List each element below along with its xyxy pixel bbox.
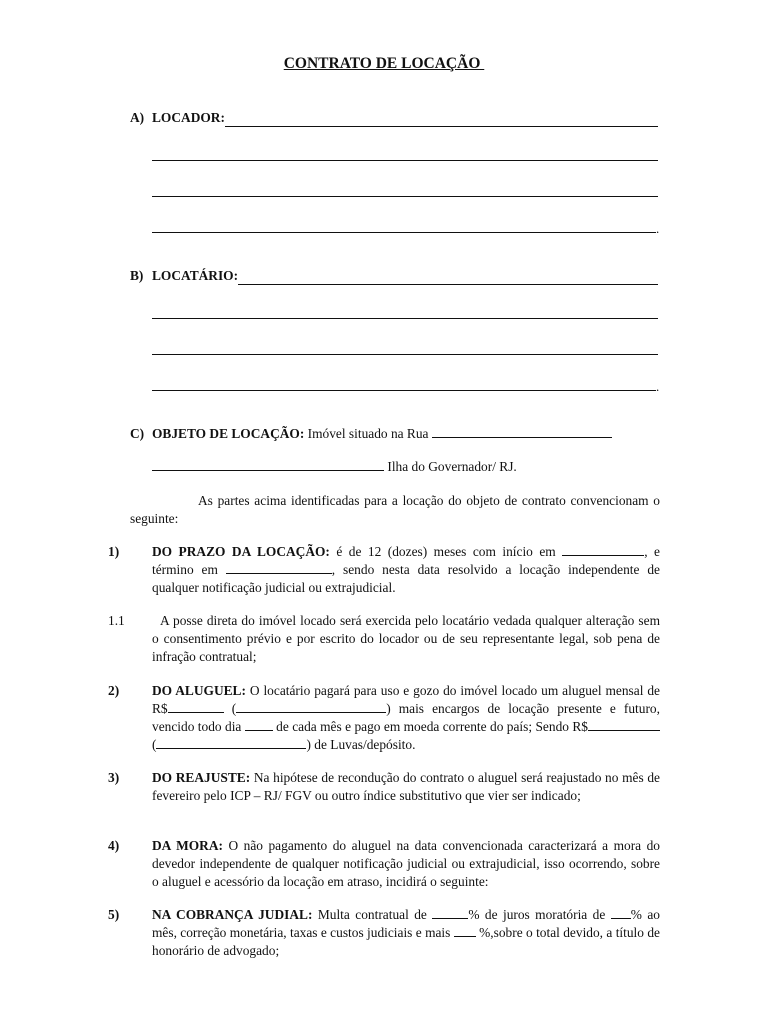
clause-4 — [108, 837, 661, 891]
clause-2-text-d: de cada mês e pago em moeda corrente do país; Sendo R$ — [276, 719, 588, 734]
clause-4-number: 4) — [108, 838, 120, 853]
clause-1-number: 1) — [108, 544, 120, 559]
clause-2-text-b: ( — [231, 701, 237, 716]
clause-5-text-c: % ao mês, correção monetária, taxas e custos judiciais e mais — [152, 907, 660, 940]
clause-5-number: 5) — [108, 907, 120, 922]
rent-value-written-field[interactable] — [236, 700, 386, 713]
clause-1-1-text: A posse direta do imóvel locado será exercida pelo locatário vedada qualquer alteração sem o consentimento prévio e por escrito do locador ou de seu representante legal, sob pena de infração contratual; — [152, 613, 660, 664]
clause-1 — [108, 543, 660, 597]
deposit-value-field[interactable] — [588, 718, 660, 731]
section-c-heading: OBJETO DE LOCAÇÃO: — [152, 426, 305, 441]
section-b-header — [130, 267, 658, 285]
clause-5-text-a: Multa contratual de — [317, 907, 427, 922]
clause-2-text-a: O locatário pagará para uso e gozo do imóvel locado um aluguel mensal de R$ — [152, 683, 660, 716]
clause-5-text-d: %,sobre o total devido, a título de honorário de advogado; — [152, 925, 660, 958]
document-title: CONTRATO DE LOCAÇÃO — [283, 55, 485, 72]
clause-2 — [108, 682, 660, 754]
locador-name-field[interactable] — [225, 112, 658, 127]
clause-1-1 — [108, 612, 660, 666]
section-c — [130, 425, 670, 443]
locador-line-3[interactable] — [152, 196, 658, 197]
deposit-value-written-field[interactable] — [156, 736, 306, 749]
section-a-heading: LOCADOR: — [152, 110, 225, 125]
section-c-text: Imóvel situado na Rua — [307, 426, 429, 441]
clause-1-1-number: 1.1 — [108, 613, 125, 628]
penalty-percent-field[interactable] — [432, 906, 468, 919]
clause-1-text-d: , sendo nesta data resolvido a locação independente de qualquer notificação judicial ou extrajudicial. — [152, 562, 660, 595]
due-day-field[interactable] — [245, 718, 273, 731]
locador-line-2[interactable] — [152, 160, 658, 161]
locatario-line-4[interactable] — [152, 390, 656, 391]
clause-2-text-c: ) mais encargos de locação presente e futuro, vencido todo dia — [152, 701, 660, 734]
clause-3-number: 3) — [108, 770, 120, 785]
clause-2-heading: DO ALUGUEL: — [152, 683, 246, 698]
end-date-field[interactable] — [226, 561, 332, 574]
clause-2-number: 2) — [108, 683, 120, 698]
street-field-continued[interactable] — [152, 458, 384, 471]
locatario-end-mark: . — [656, 379, 660, 394]
section-c-location: Ilha do Governador/ RJ. — [387, 459, 517, 474]
clause-3 — [108, 769, 660, 805]
intro-paragraph: As partes acima identificadas para a locação do objeto de contrato convencionam o seguinte: — [130, 493, 660, 526]
clause-2-text-f: ) de Luvas/depósito. — [306, 737, 416, 752]
clause-2-text-e: ( — [152, 737, 157, 752]
clause-3-heading: DO REAJUSTE: — [152, 770, 251, 785]
start-date-field[interactable] — [562, 543, 644, 556]
clause-5 — [108, 906, 660, 960]
section-b-letter: B) — [130, 268, 144, 283]
clause-3-text: Na hipótese de recondução do contrato o aluguel será reajustado no mês de fevereiro pelo ICP – RJ/ FGV ou outro índice substitutivo que vier ser indicado; — [152, 770, 660, 803]
street-field[interactable] — [432, 425, 612, 438]
locatario-line-2[interactable] — [152, 318, 658, 319]
attorney-fee-percent-field[interactable] — [454, 924, 476, 937]
clause-1-text-a: é de 12 (dozes) meses com início em — [336, 544, 556, 559]
interest-percent-field[interactable] — [611, 906, 631, 919]
clause-4-heading: DA MORA: — [152, 838, 223, 853]
locatario-line-3[interactable] — [152, 354, 658, 355]
section-a-letter: A) — [130, 110, 145, 125]
clause-1-heading: DO PRAZO DA LOCAÇÃO: — [152, 544, 330, 559]
locador-line-4[interactable] — [152, 232, 656, 233]
clause-1-text-b: , — [644, 544, 648, 559]
locador-end-mark: . — [656, 221, 660, 236]
clause-1-text-c: e término em — [152, 544, 660, 577]
locatario-name-field[interactable] — [238, 270, 658, 285]
section-c-line2 — [152, 458, 517, 476]
section-b-heading: LOCATÁRIO: — [152, 268, 239, 283]
section-a-header — [130, 109, 658, 127]
clause-5-text-b: % de juros moratória de — [468, 907, 606, 922]
clause-5-heading: NA COBRANÇA JUDIAL: — [152, 907, 313, 922]
section-c-letter: C) — [130, 426, 145, 441]
rent-value-field[interactable] — [168, 700, 224, 713]
clause-4-text: O não pagamento do aluguel na data convencionada caracterizará a mora do devedor independente de qualquer notificação judicial ou extrajudicial, isso ocorrendo, sobre o aluguel e acessório da locação em atraso, incidirá o seguinte: — [152, 838, 661, 889]
